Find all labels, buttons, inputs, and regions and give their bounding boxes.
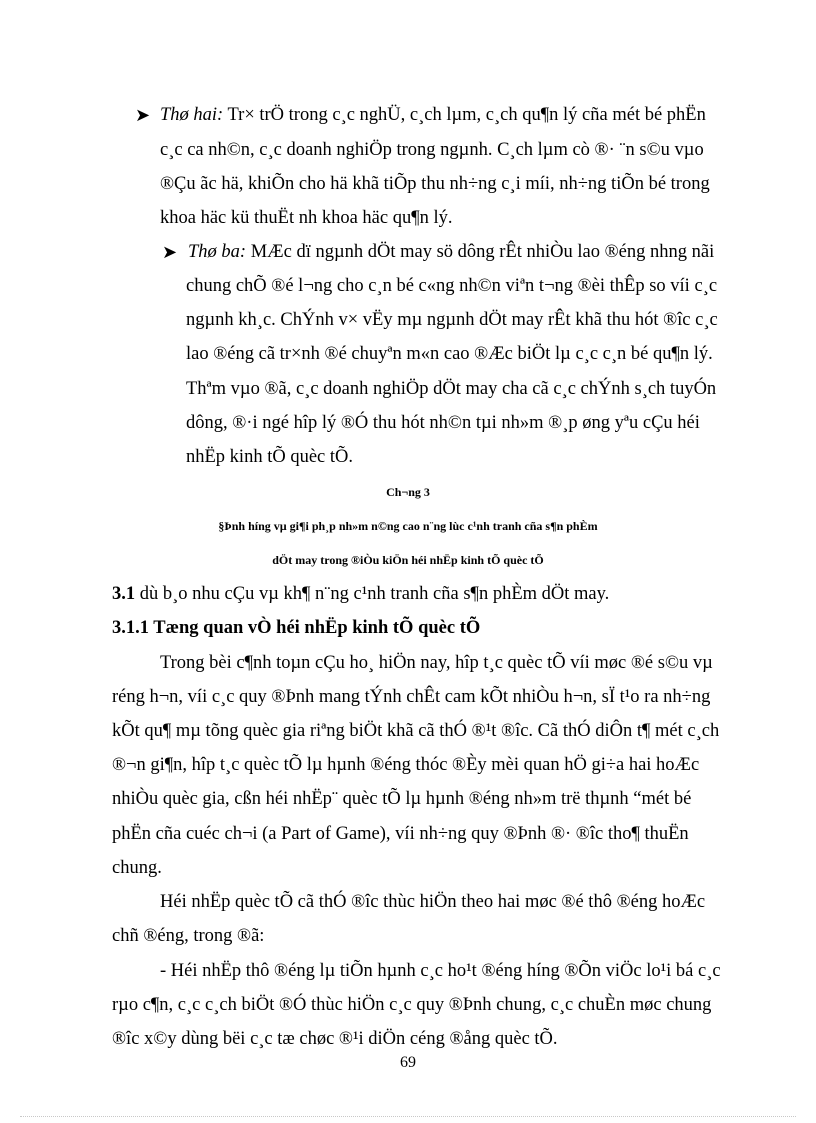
paragraph-line: chung.	[112, 858, 162, 878]
arrow-bullet-icon: ➤	[162, 242, 178, 262]
bullet-lead: Thø ba:	[188, 242, 247, 262]
page-number: 69	[400, 1054, 416, 1071]
bullet-line: lao ®éng cã tr×nh ®é chuyªn m«n cao ®Æc biÖt lµ c¸c c¸n bé qu¶n lý.	[186, 344, 713, 364]
paragraph-line: Trong bèi c¶nh toµn cÇu ho¸ hiÖn nay, hîp t¸c quèc tÕ víi møc ®é s©u vµ	[160, 653, 713, 673]
paragraph-line: ®¬n gi¶n, hîp t¸c quèc tÕ lµ hµnh ®éng thóc ®Èy mèi quan hÖ gi÷a hai hoÆc	[112, 755, 700, 775]
chapter-label: Ch¬ng 3	[386, 485, 430, 499]
paragraph-line: phËn cña cuéc ch¬i (a Part of Game), víi nh÷ng quy ®Þnh ®· ®îc tho¶ thuËn	[112, 824, 689, 844]
bullet-line: ®Çu ãc hä, khiÕn cho hä khã tiÕp thu nh÷ng c¸i míi, nh÷ng tiÕn bé trong	[160, 174, 710, 194]
bullet-line: nhËp kinh tÕ quèc tÕ.	[186, 447, 353, 467]
bullet-line: c¸c ca nh©n, c¸c doanh nghiÖp trong ngµnh. C¸ch lµm cò ®· ¨n s©u vµo	[160, 140, 704, 160]
section-number: 3.1	[112, 584, 136, 604]
paragraph-line: réng h¬n, víi c¸c quy ®Þnh mang tÝnh chÊt cam kÕt nhiÒu h¬n, sÏ t¹o ra nh÷ng	[112, 687, 711, 707]
chapter-title-line-1: §Þnh híng vµ gi¶i ph¸p nh»m n©ng cao n¨ng lùc c¹nh tranh cña s¶n phÈm	[218, 519, 598, 533]
section-title: dù b¸o nhu cÇu vµ kh¶ n¨ng c¹nh tranh cña s¶n phÈm dÖt may.	[139, 584, 610, 604]
bullet-line: khoa häc kü thuËt nh khoa häc qu¶n lý.	[160, 208, 453, 228]
bullet-lead: Thø hai:	[160, 105, 224, 125]
paragraph-line: chñ ®éng, trong ®ã:	[112, 926, 265, 946]
bullet-first-line: Thø ba: MÆc dï ngµnh dÖt may sö dông rÊt nhiÒu lao ®éng nhng nãi	[188, 242, 715, 262]
section-3-1-heading	[112, 582, 609, 606]
bullet-line: chung chÕ ®é l¬ng cho c¸n bé c«ng nh©n viªn t¬ng ®èi thÊp so víi c¸c	[186, 276, 718, 296]
paragraph-line: - Héi nhËp thô ®éng lµ tiÕn hµnh c¸c ho¹t ®éng híng ®Õn viÖc lo¹i bá c¸c	[160, 961, 721, 981]
bullet-line: dông, ®·i ngé hîp lý ®Ó thu hót nh©n tµi nh»m ®¸p øng yªu cÇu héi	[186, 413, 700, 433]
chapter-title-line-2: dÖt may trong ®iÒu kiÖn héi nhËp kinh tÕ quèc tÕ	[272, 553, 544, 567]
paragraph-line: ®îc x©y dùng bëi c¸c tæ chøc ®¹i diÖn céng ®ång quèc tÕ.	[112, 1029, 558, 1049]
bullet-line: Thªm vµo ®ã, c¸c doanh nghiÖp dÖt may cha cã c¸c chÝnh s¸ch tuyÓn	[186, 379, 717, 399]
section-3-1-1-heading: 3.1.1 Tæng quan vÒ héi nhËp kinh tÕ quèc tÕ	[112, 618, 481, 638]
page-footer-divider	[20, 1116, 796, 1117]
paragraph-line: rµo c¶n, c¸c c¸ch biÖt ®Ó thùc hiÖn c¸c quy ®Þnh chung, c¸c chuÈn møc chung	[112, 995, 712, 1015]
paragraph-line: Héi nhËp quèc tÕ cã thÓ ®îc thùc hiÖn theo hai møc ®é thô ®éng hoÆc	[160, 892, 706, 912]
paragraph-line: nhiÒu quèc gia, cßn héi nhËp¨ quèc tÕ lµ hµnh ®éng nh»m trë thµnh “mét bé	[112, 789, 692, 809]
bullet-first-line: Thø hai: Tr× trÖ trong c¸c nghÜ, c¸ch lµm, c¸ch qu¶n lý cña mét bé phËn	[160, 105, 706, 125]
bullet-line: ngµnh kh¸c. ChÝnh v× vËy mµ ngµnh dÖt may rÊt khã thu hót ®îc c¸c	[186, 310, 718, 330]
arrow-bullet-icon: ➤	[135, 105, 151, 125]
paragraph-line: kÕt qu¶ mµ tõng quèc gia riªng biÖt khã cã thÓ ®¹t ®îc. Cã thÓ diÔn t¶ mét c¸ch	[112, 721, 720, 741]
